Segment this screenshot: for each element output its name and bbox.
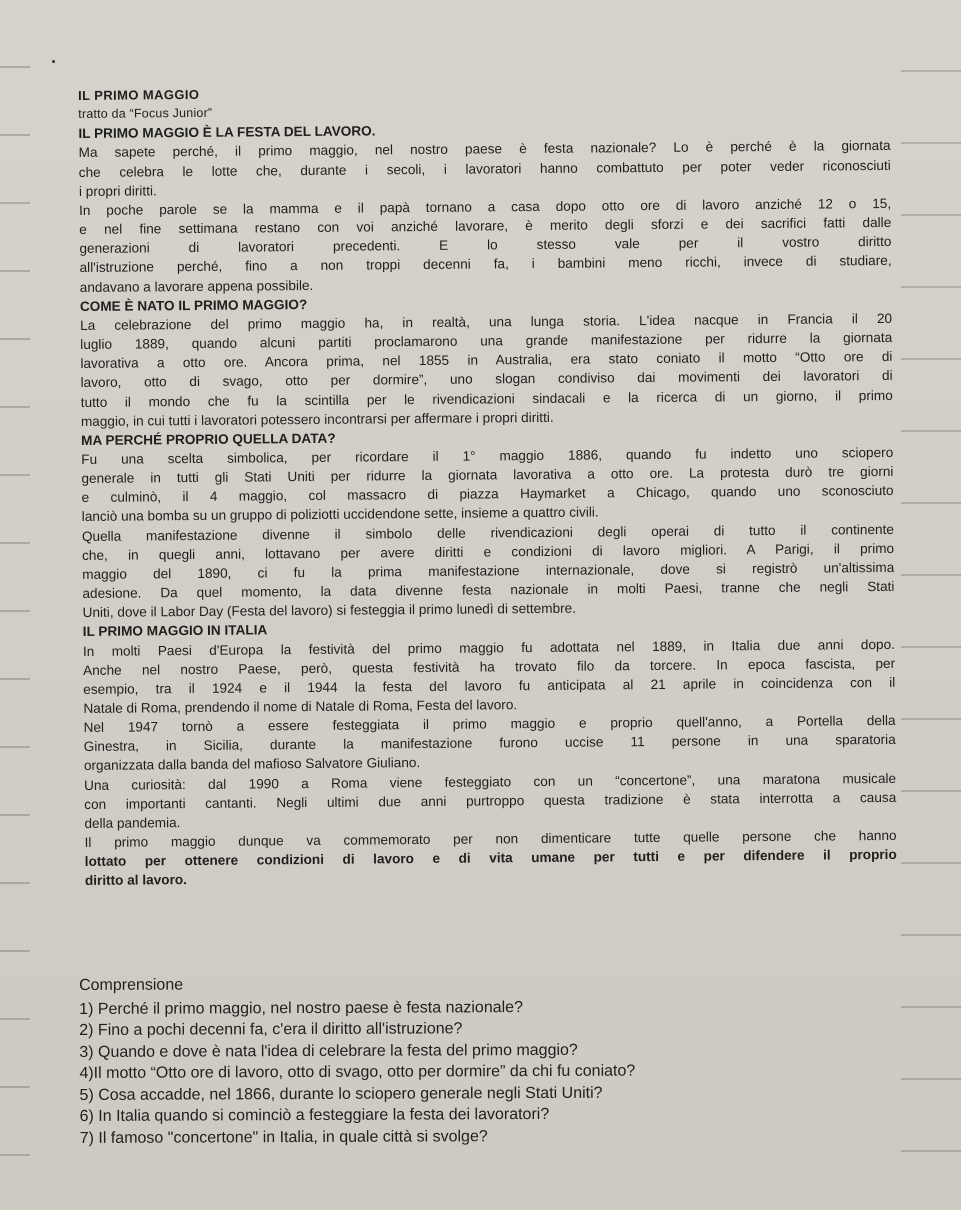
pen-mark [52,60,55,63]
notebook-ruling-right [901,0,961,1210]
text-line: Una curiosità: dal 1990 a Roma viene festeggiato con un “concertone”, una maratona musicale [84,770,897,793]
article [78,79,897,891]
text-line: Anche nel nostro Paese, però, questa festività ha trovato filo da torcere. In epoca fascista, per [83,655,896,678]
text-line: andavano a lavorare appena possibile. [79,277,314,295]
text-line: In poche parole se la mamma e il papà tornano a casa dopo otto ore di lavoro anziché 12 o 15, [79,195,892,218]
question-3: 3) Quando e dove è nata l'idea di celebrare la festa del primo maggio? [79,1041,578,1061]
question-6: 6) In Italia quando si cominciò a festeggiare la festa dei lavoratori? [79,1105,550,1125]
text-line: diritto al lavoro. [84,872,187,889]
text-line: Fu una scelta simbolica, per ricordare il 1° maggio 1886, quando fu indetto uno sciopero [81,444,894,467]
text-line: i propri diritti. [78,183,157,199]
question-4: 4)Il motto “Otto ore di lavoro, otto di svago, otto per dormire” da chi fu coniato? [79,1062,636,1082]
notebook-ruling-left [0,0,30,1210]
text-line: all'istruzione perché, fino a non troppi decenni fa, i bambini meno ricchi, invece di studiare, [79,253,892,276]
heading-festa-lavoro: IL PRIMO MAGGIO È LA FESTA DEL LAVORO. [78,123,376,142]
text-line: lavorativa a otto ore. Ancora prima, nel 1855 in Australia, era stato coniato il motto “Otto ore di [80,349,893,372]
text-line: lavoro, otto di svago, otto per dormire”, uno slogan condiviso dai movimenti dei lavoratori di [80,368,893,391]
paragraph-intro [79,136,892,296]
text-line: con importanti cantanti. Negli ultimi due anni purtroppo questa tradizione è stata interrotta a causa [84,789,897,812]
text-line: generale in tutti gli Stati Uniti per ridurre la giornata lavorativa a otto ore. La protesta durò tre giorni [81,464,894,487]
comprehension-section [79,972,870,1149]
text-line: organizzata dalla banda del mafioso Salvatore Giuliano. [83,755,421,774]
paragraph-date [81,443,894,622]
text-line: luglio 1889, quando alcuni partiti proclamarono una grande manifestazione per ridurre la giornata [80,329,893,353]
text-line: tutto il mondo che fu la scintilla per le rivendicazioni sindacali e la ricerca di un giorno, il primo [80,387,893,410]
question-1: 1) Perché il primo maggio, nel nostro paese è festa nazionale? [79,998,523,1018]
text-line: adesione. Da quel momento, la data divenne festa nazionale in molti Paesi, tranne che negli Stati [82,578,895,602]
text-line: Ma sapete perché, il primo maggio, nel nostro paese è festa nazionale? Lo è perché è la giornata [78,138,891,161]
text-line: maggio del 1890, ci fu la prima manifestazione internazionale, dove si registrò un'altissima [82,559,895,582]
text-line: Il primo maggio dunque va commemorato per non dimenticare tutte quelle persone che hanno [84,827,897,851]
text-line: Nel 1947 tornò a essere festeggiata il primo maggio e proprio quell'anno, a Portella della [83,713,896,736]
heading-italia: IL PRIMO MAGGIO IN ITALIA [82,622,268,640]
text-line: Natale di Roma, prendendo il nome di Natale di Roma, Festa del lavoro. [83,697,518,716]
text-line: Quella manifestazione divenne il simbolo delle rivendicazioni degli operai di tutto il continente [81,521,894,544]
article-header: IL PRIMO MAGGIO [78,86,200,103]
heading-perche-data: MA PERCHÉ PROPRIO QUELLA DATA? [81,430,336,448]
question-7: 7) Il famoso "concertone" in Italia, in quale città si svolge? [79,1127,488,1147]
question-5: 5) Cosa accadde, nel 1866, durante lo sciopero generale negli Stati Uniti? [79,1084,603,1104]
text-line: In molti Paesi d'Europa la festività del primo maggio fu adottata nel 1889, in Italia due anni dopo. [82,636,895,659]
text-line: Uniti, dove il Labor Day (Festa del lavoro) si festeggia il primo lunedì di settembre. [82,600,577,621]
text-line: e nel fine settimana restano con voi anziché lavorare, è merito degli sforzi e dei sacrifici fatti dalle [79,215,892,238]
text-line: generazioni di lavoratori precedenti. E lo stesso vale per il vostro diritto [79,234,892,257]
text-line: della pandemia. [84,815,181,831]
heading-come-nato: COME È NATO IL PRIMO MAGGIO? [79,296,308,314]
text-line: e culminò, il 4 maggio, col massacro di piazza Haymarket a Chicago, quando uno sconosciuto [81,483,894,506]
question-2: 2) Fino a pochi decenni fa, c'era il diritto all'istruzione? [79,1020,463,1039]
text-line: maggio, in cui tutti i lavoratori potessero incontrarsi per affermare i propri diritti. [80,409,554,429]
article-source: tratto da “Focus Junior” [78,105,213,122]
paragraph-italy [83,634,897,890]
text-line: che, in quegli anni, lottavano per avere diritti e condizioni di lavoro migliori. A Parigi, il primo [82,540,895,563]
text-line: lottato per ottenere condizioni di lavoro e di vita umane per tutti e per difendere il proprio [84,847,897,870]
text-line: La celebrazione del primo maggio ha, in realtà, una lunga storia. L'idea nacque in Francia il 20 [80,310,893,333]
paragraph-history [80,309,893,431]
text-line: esempio, tra il 1924 e il 1944 la festa del lavoro fu anticipata al 21 aprile in coincidenza con il [83,674,896,697]
text-line: che celebra le lotte che, durante i secoli, i lavoratori hanno combattuto per poter veder riconosciuti [78,157,891,180]
text-line: lanciò una bomba su un gruppo di poliziotti uccidendone sette, insieme a quattro civili. [81,504,599,525]
text-line: Ginestra, in Sicilia, durante la manifestazione furono uccise 11 persone in una sparatoria [83,732,896,755]
comprehension-title: Comprensione [79,976,184,994]
